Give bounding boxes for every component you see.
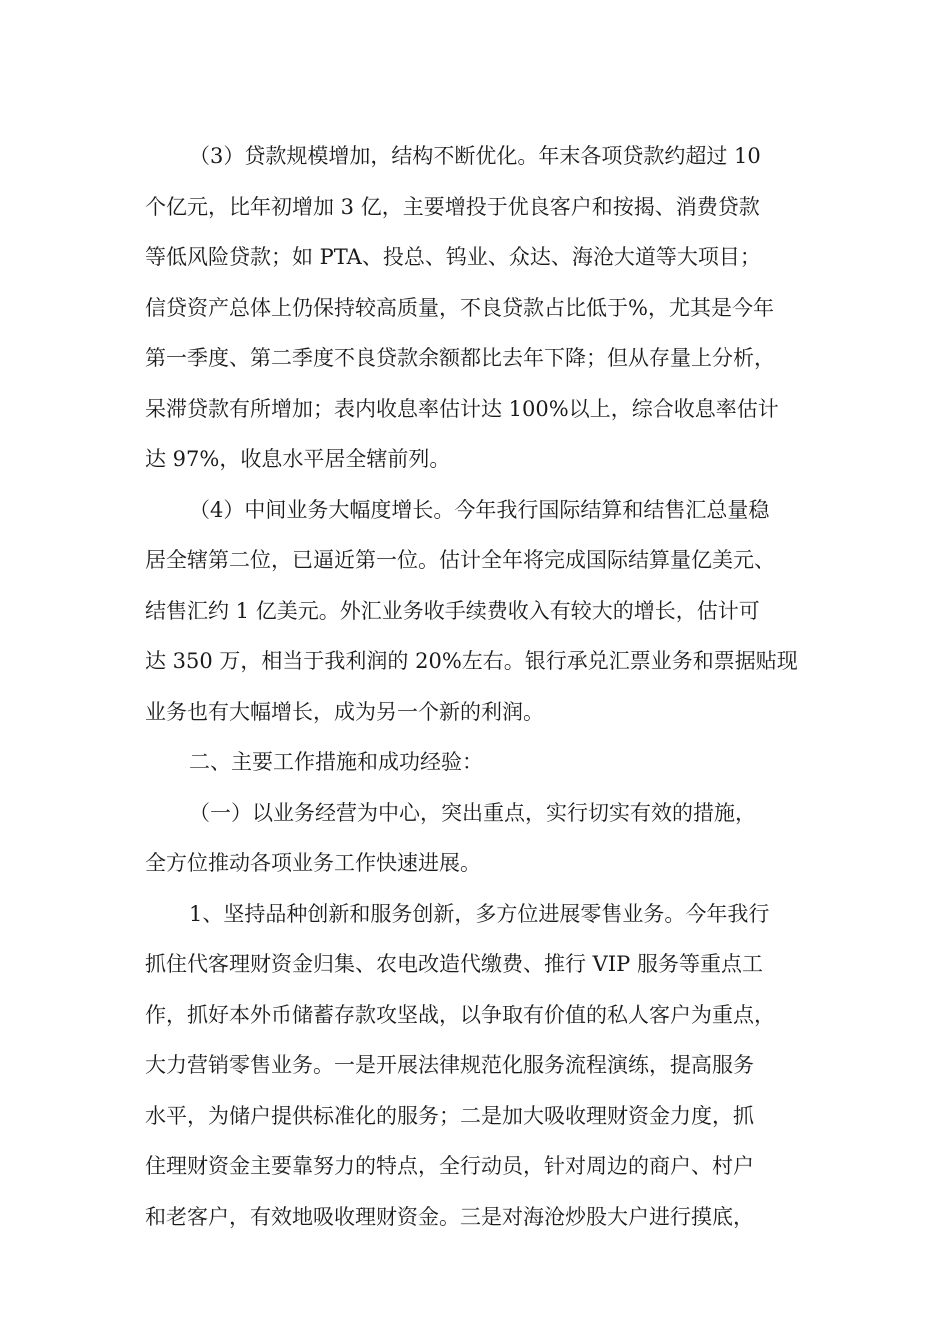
- paragraph-retail-line: 住理财资金主要靠努力的特点，全行动员，针对周边的商户、村户: [145, 1154, 754, 1178]
- paragraph-intermediary-line: 结售汇约 1 亿美元。外汇业务收手续费收入有较大的增长，估计可: [145, 598, 760, 623]
- paragraph-retail-line: 作，抓好本外币储蓄存款攻坚战，以争取有价值的私人客户为重点，: [145, 1002, 775, 1027]
- paragraph-intermediary-line: （4）中间业务大幅度增长。今年我行国际结算和结售汇总量稳: [189, 497, 770, 522]
- paragraph-intermediary-line: 居全辖第二位，已逼近第一位。估计全年将完成国际结算量亿美元、: [145, 548, 775, 572]
- subsection-line: （一）以业务经营为中心，突出重点，实行切实有效的措施，: [189, 800, 756, 825]
- paragraph-loans-line: 等低风险贷款；如 PTA、投总、钨业、众达、海沧大道等大项目；: [145, 245, 761, 269]
- paragraph-retail-line: 大力营销零售业务。一是开展法律规范化服务流程演练，提高服务: [145, 1053, 754, 1077]
- paragraph-intermediary-line: 业务也有大幅增长，成为另一个新的利润。: [145, 699, 544, 724]
- subsection-line: 全方位推动各项业务工作快速进展。: [145, 851, 481, 875]
- paragraph-loans-line: 呆滞贷款有所增加；表内收息率估计达 100%以上，综合收息率估计: [145, 396, 779, 421]
- body-text: [145, 131, 815, 1242]
- paragraph-loans-line: 个亿元，比年初增加 3 亿，主要增投于优良客户和按揭、消费贷款: [145, 194, 760, 219]
- paragraph-retail-line: 水平，为储户提供标准化的服务；二是加大吸收理财资金力度，抓: [145, 1103, 754, 1128]
- paragraph-loans-line: 第一季度、第二季度不良贷款余额都比去年下降；但从存量上分析，: [145, 346, 775, 370]
- paragraph-intermediary-line: 达 350 万，相当于我利润的 20%左右。银行承兑汇票业务和票据贴现: [145, 649, 798, 673]
- paragraph-loans-line: （3）贷款规模增加，结构不断优化。年末各项贷款约超过 10: [189, 144, 761, 168]
- paragraph-loans-line: 达 97%，收息水平居全辖前列。: [145, 447, 451, 471]
- section-heading: 二、主要工作措施和成功经验：: [189, 750, 483, 774]
- paragraph-retail-line: 抓住代客理财资金归集、农电改造代缴费、推行 VIP 服务等重点工: [145, 952, 763, 976]
- paragraph-retail-line: 和老客户，有效地吸收理财资金。三是对海沧炒股大户进行摸底，: [145, 1204, 754, 1229]
- paragraph-loans-line: 信贷资产总体上仍保持较高质量，不良贷款占比低于%，尤其是今年: [145, 295, 774, 320]
- paragraph-retail-line: 1、坚持品种创新和服务创新，多方位进展零售业务。今年我行: [189, 901, 770, 926]
